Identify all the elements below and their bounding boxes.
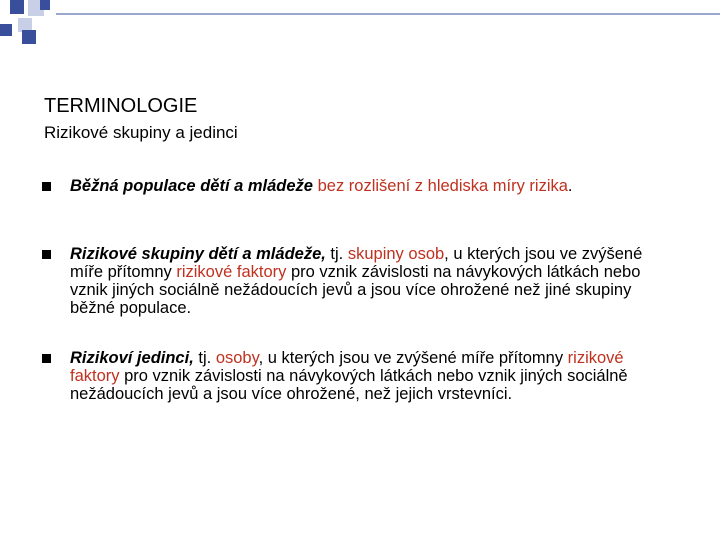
bullet-text [70,245,672,317]
bullet-highlight: bez rozlišení z hlediska míry rizika [317,177,568,195]
bullet-text-segment: , u kterých jsou ve zvýšené míře přítomny [258,349,568,367]
bullet-term: Běžná populace dětí a mládeže [70,177,313,195]
square-bullet-icon [42,182,51,191]
bullet-highlight: rizikové faktory [176,263,287,281]
bullet-highlight: rizikové faktory [70,349,624,385]
page-title: TERMINOLOGIE [44,95,198,117]
bullet-text-segment: tj. [193,349,216,367]
bullet-text-segment: tj. [325,245,348,263]
decorative-squares [0,0,720,48]
square-bullet-icon [42,354,51,363]
bullet-text-segment: pro vznik závislosti na návykových látkách nebo vznik jiných sociálně nežádoucích jevů a jsou více ohrožené, než jejich vrstevníci. [70,367,628,403]
bullet-item-risk-groups [42,245,672,317]
bullet-term: Rizikoví jedinci, [70,349,194,367]
bullet-highlight: osoby [215,349,259,367]
bullet-text-segment: . [567,177,573,195]
bullet-item-general-population [42,177,672,195]
bullet-text-segment: pro vznik závislosti na návykových látkách nebo vznik jiných sociálně nežádoucích jevů a jsou více ohrožené než jiné skupiny běžné populace. [70,263,641,317]
bullet-term: Rizikové skupiny dětí a mládeže, [70,245,326,263]
bullet-item-risk-individuals [42,349,672,403]
bullet-text [70,177,672,195]
square-bullet-icon [42,250,51,259]
page-subtitle: Rizikové skupiny a jedinci [44,123,238,142]
bullet-text-segment: , u kterých jsou ve zvýšené míře přítomny [70,245,643,281]
bullet-text [70,349,672,403]
bullet-highlight: skupiny osob [347,245,445,263]
